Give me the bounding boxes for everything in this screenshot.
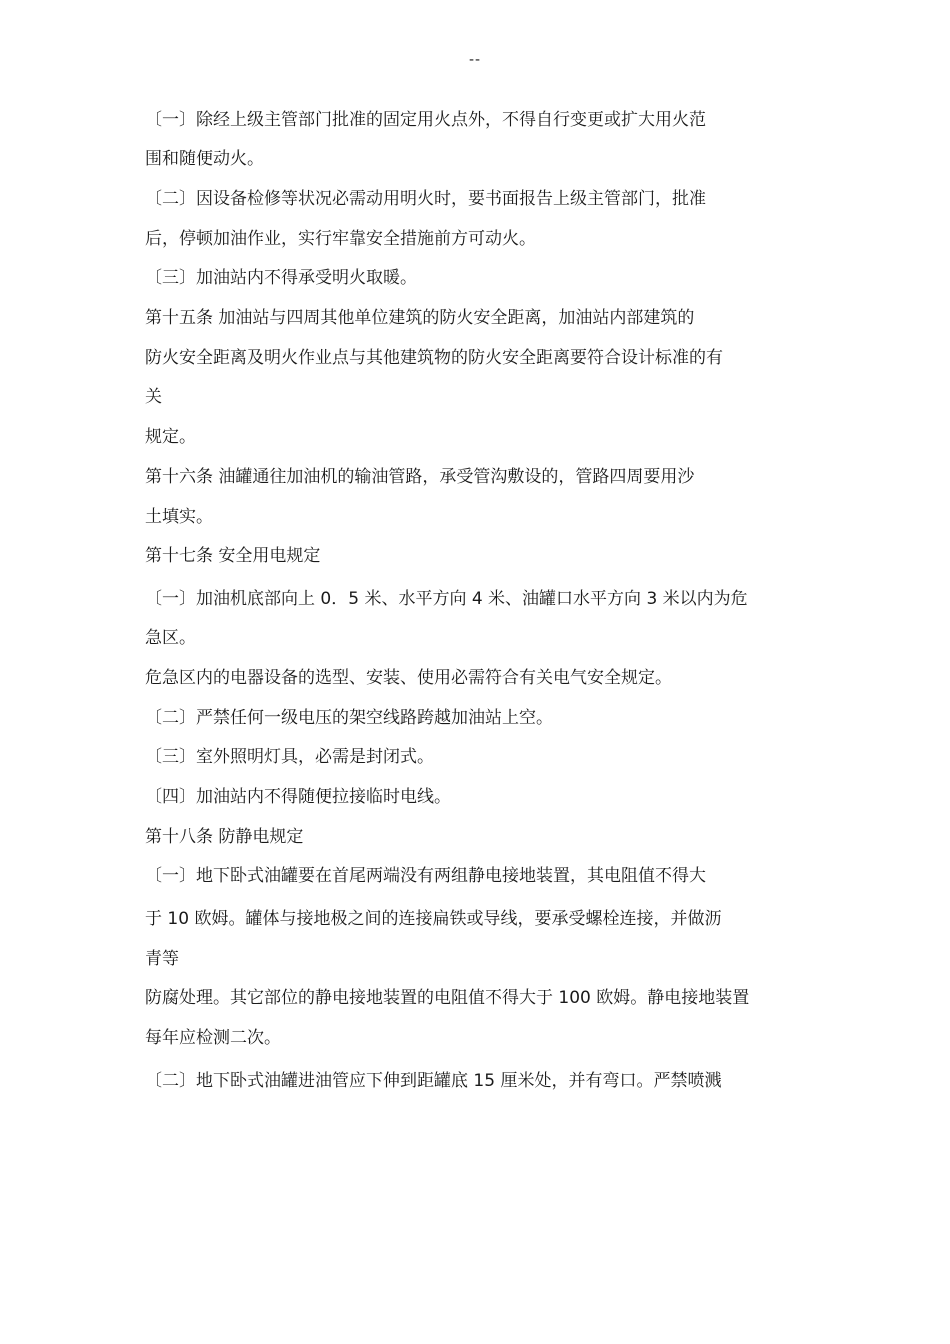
text-line: 〔四〕加油站内不得随便拉接临时电线。 bbox=[145, 787, 451, 807]
text-line: 急区。 bbox=[145, 628, 196, 648]
text-line: 青等 bbox=[145, 949, 179, 969]
article-heading: 第十八条 防静电规定 bbox=[145, 827, 304, 847]
text-line: 〔三〕室外照明灯具，必需是封闭式。 bbox=[145, 747, 434, 767]
text-line: 后，停顿加油作业，实行牢靠安全措施前方可动火。 bbox=[145, 229, 536, 249]
text-line: 〔一〕加油机底部向上 0．5 米、水平方向 4 米、油罐口水平方向 3 米以内为危 bbox=[145, 589, 748, 609]
text-line: 〔一〕除经上级主管部门批准的固定用火点外，不得自行变更或扩大用火范 bbox=[145, 110, 706, 130]
text-line: 关 bbox=[145, 387, 162, 407]
text-line: 防火安全距离及明火作业点与其他建筑物的防火安全距离要符合设计标准的有 bbox=[145, 348, 723, 368]
article-heading: 第十五条 加油站与四周其他单位建筑的防火安全距离，加油站内部建筑的 bbox=[145, 308, 695, 328]
text-line: 危急区内的电器设备的选型、安装、使用必需符合有关电气安全规定。 bbox=[145, 668, 672, 688]
text-line: 〔三〕加油站内不得承受明火取暖。 bbox=[145, 268, 417, 288]
text-line: 于 10 欧姆。罐体与接地极之间的连接扁铁或导线，要承受螺栓连接，并做沥 bbox=[145, 909, 722, 929]
page-header-mark: -- bbox=[468, 52, 482, 68]
text-line: 〔二〕严禁任何一级电压的架空线路跨越加油站上空。 bbox=[145, 708, 553, 728]
text-line: 防腐处理。其它部位的静电接地装置的电阻值不得大于 100 欧姆。静电接地装置 bbox=[145, 988, 750, 1008]
text-line: 规定。 bbox=[145, 427, 196, 447]
text-line: 每年应检测二次。 bbox=[145, 1028, 281, 1048]
text-line: 土填实。 bbox=[145, 507, 213, 527]
article-heading: 第十七条 安全用电规定 bbox=[145, 546, 321, 566]
text-line: 〔二〕地下卧式油罐进油管应下伸到距罐底 15 厘米处，并有弯口。严禁喷溅 bbox=[145, 1071, 722, 1091]
article-heading: 第十六条 油罐通往加油机的输油管路，承受管沟敷设的，管路四周要用沙 bbox=[145, 467, 695, 487]
text-line: 〔二〕因设备检修等状况必需动用明火时，要书面报告上级主管部门，批准 bbox=[145, 189, 706, 209]
text-line: 〔一〕地下卧式油罐要在首尾两端没有两组静电接地装置，其电阻值不得大 bbox=[145, 866, 706, 886]
text-line: 围和随便动火。 bbox=[145, 149, 264, 169]
